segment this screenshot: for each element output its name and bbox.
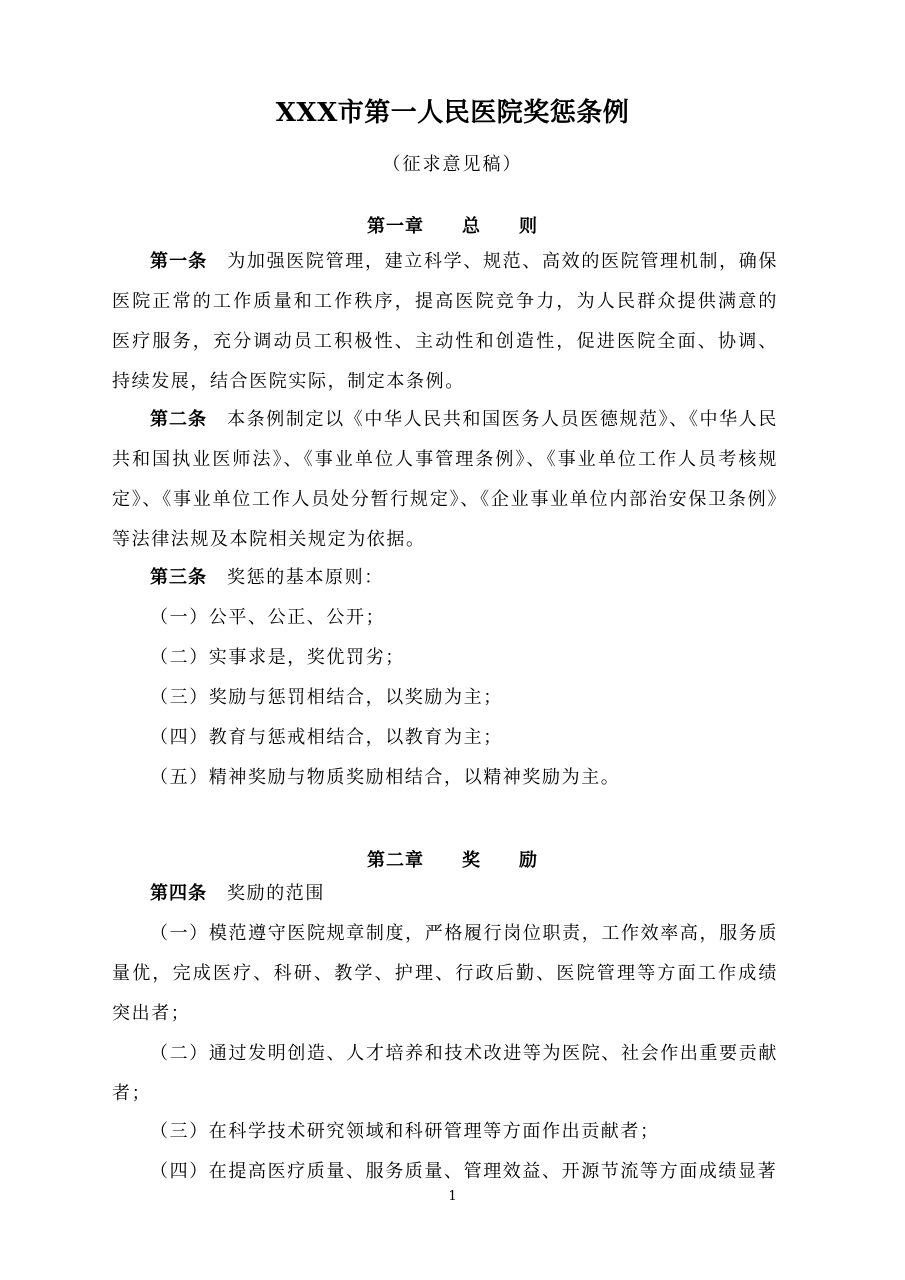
article-2-label: 第二条	[150, 409, 208, 430]
chapter-2-heading: 第二章 奖 励	[367, 850, 538, 871]
article-3-item: （三）奖励与惩罚相结合，以奖励为主；	[150, 687, 503, 708]
article-4-item: （四）在提高医疗质量、服务质量、管理效益、开源节流等方面成绩显著	[150, 1161, 778, 1182]
article-4-item: （一）模范遵守医院规章制度，严格履行岗位职责，工作效率高，服务质量优，完成医疗、科研、教学、护理、行政后勤、医院管理等方面工作成绩突出者；	[112, 923, 778, 1024]
article-1-label: 第一条	[150, 251, 208, 272]
article-2	[112, 400, 778, 560]
page-number: 1	[448, 1189, 457, 1204]
article-4-text: 奖励的范围	[227, 883, 325, 904]
document-title: XXX市第一人民医院奖惩条例	[275, 98, 630, 128]
chapter-1-heading: 第一章 总 则	[367, 216, 538, 237]
article-2-text: 本条例制定以《中华人民共和国医务人员医德规范》、《中华人民共和国执业医师法》、《事业单位人事管理条例》、《事业单位工作人员考核规定》、《事业单位工作人员处分暂行规定》、《企业事业单位内部治安保卫条例》等法律法规及本院相关规定为依据。	[112, 409, 778, 550]
article-4	[112, 874, 778, 914]
article-4-label: 第四条	[150, 883, 207, 904]
document-subtitle: （征求意见稿）	[382, 154, 523, 175]
article-3-item: （四）教育与惩戒相结合，以教育为主；	[150, 727, 503, 748]
article-3-item: （五）精神奖励与物质奖励相结合，以精神奖励为主。	[150, 767, 621, 788]
article-4-item: （三）在科学技术研究领域和科研管理等方面作出贡献者；	[150, 1121, 660, 1142]
article-3-item: （一）公平、公正、公开；	[150, 607, 386, 628]
article-1-text: 为加强医院管理，建立科学、规范、高效的医院管理机制，确保医院正常的工作质量和工作秩序，提高医院竞争力，为人民群众提供满意的医疗服务，充分调动员工积极性、主动性和创造性，促进医院全面、协调、持续发展，结合医院实际，制定本条例。	[112, 251, 779, 392]
article-1	[112, 242, 778, 402]
article-3	[112, 558, 778, 598]
article-3-text: 奖惩的基本原则：	[227, 567, 384, 588]
article-3-label: 第三条	[150, 567, 207, 588]
article-4-item: （二）通过发明创造、人才培养和技术改进等为医院、社会作出重要贡献者；	[112, 1043, 778, 1104]
article-3-item: （二）实事求是，奖优罚劣；	[150, 647, 405, 668]
